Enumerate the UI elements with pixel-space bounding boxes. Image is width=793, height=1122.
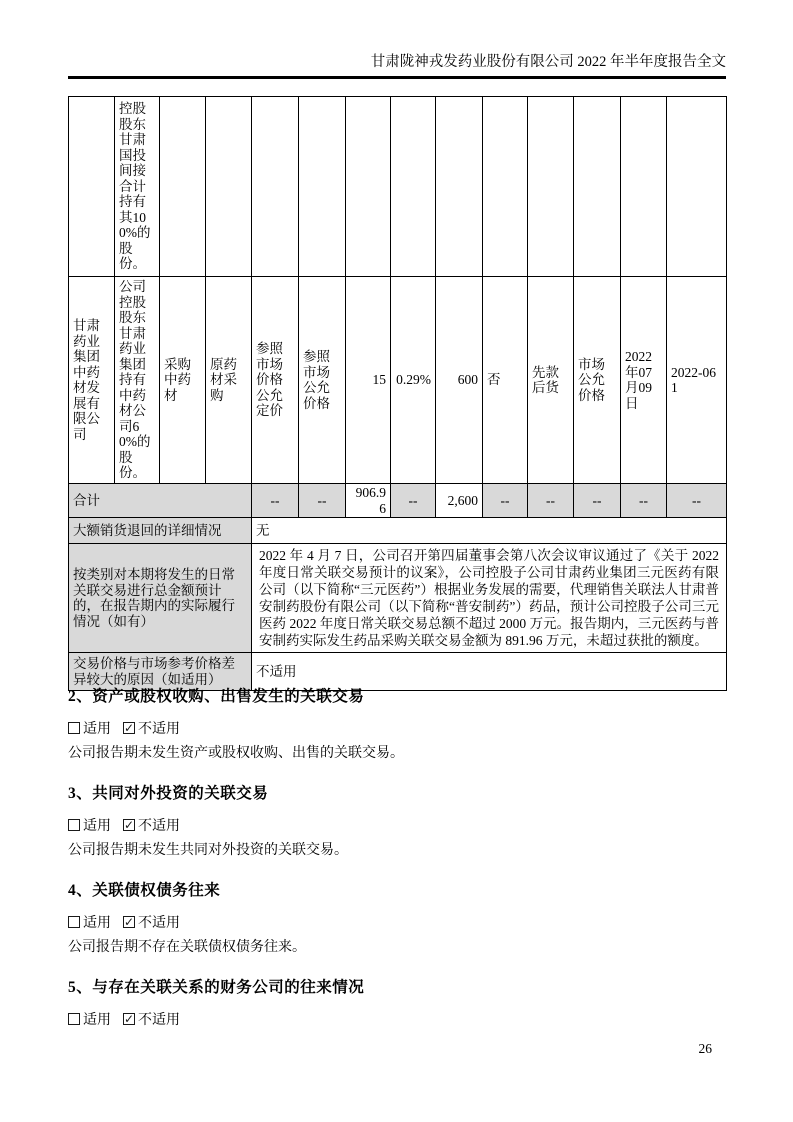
total-label: 合计 bbox=[69, 484, 252, 518]
applicable-label: 适用 bbox=[83, 1013, 111, 1028]
section-body: 公司报告期未发生资产或股权收购、出售的关联交易。 bbox=[68, 746, 404, 761]
table-row-sales-returns bbox=[69, 518, 727, 544]
cell-proportion bbox=[391, 97, 436, 277]
section-body: 公司报告期不存在关联债权债务往来。 bbox=[68, 940, 306, 955]
cell-relationship: 公司控股股东甘肃药业集团持有中药材公司60%的股份。 bbox=[115, 277, 160, 484]
applicability-line bbox=[68, 721, 726, 739]
not-applicable-option bbox=[123, 915, 180, 933]
detail-value: 不适用 bbox=[252, 653, 727, 691]
checkbox-unchecked-icon bbox=[68, 1013, 80, 1025]
total-exceeds-limit: -- bbox=[483, 484, 528, 518]
not-applicable-option bbox=[123, 721, 180, 739]
not-applicable-label: 不适用 bbox=[138, 722, 180, 737]
cell-market-price: 市场公允价格 bbox=[574, 277, 621, 484]
not-applicable-label: 不适用 bbox=[138, 819, 180, 834]
report-header-title: 甘肃陇神戎发药业股份有限公司 2022 年半年度报告全文 bbox=[68, 52, 726, 79]
section-heading: 2、资产或股权收购、出售发生的关联交易 bbox=[68, 688, 365, 705]
cell-transaction-amount: 15 bbox=[346, 277, 391, 484]
cell-disclosure-date: 2022年07月09日 bbox=[621, 277, 667, 484]
checkbox-unchecked-icon bbox=[68, 819, 80, 831]
cell-disclosure-date bbox=[621, 97, 667, 277]
cell-transaction-content bbox=[206, 97, 252, 277]
total-proportion: -- bbox=[391, 484, 436, 518]
checkbox-checked-icon bbox=[123, 1013, 135, 1025]
cell-transaction-type: 采购中药材 bbox=[160, 277, 206, 484]
total-pricing-principle: -- bbox=[252, 484, 299, 518]
applicability-line bbox=[68, 818, 726, 836]
total-approved-limit: 2,600 bbox=[436, 484, 483, 518]
not-applicable-label: 不适用 bbox=[138, 1013, 180, 1028]
applicability-line bbox=[68, 915, 726, 933]
cell-exceeds-limit: 否 bbox=[483, 277, 528, 484]
section-joint-investment bbox=[68, 783, 726, 860]
cell-approved-limit: 600 bbox=[436, 277, 483, 484]
section-heading: 4、关联债权债务往来 bbox=[68, 882, 221, 899]
table-row-price-difference-reason bbox=[69, 653, 727, 691]
checkbox-unchecked-icon bbox=[68, 916, 80, 928]
cell-related-party bbox=[69, 97, 115, 277]
cell-transaction-content: 原药材采购 bbox=[206, 277, 252, 484]
section-heading: 3、共同对外投资的关联交易 bbox=[68, 785, 269, 802]
cell-approved-limit bbox=[436, 97, 483, 277]
cell-disclosure-index: 2022-061 bbox=[667, 277, 727, 484]
detail-label: 大额销货退回的详细情况 bbox=[69, 518, 252, 544]
not-applicable-label: 不适用 bbox=[138, 916, 180, 931]
total-transaction-amount: 906.96 bbox=[346, 484, 391, 518]
applicable-label: 适用 bbox=[83, 722, 111, 737]
cell-pricing-principle: 参照市场价格公允定价 bbox=[252, 277, 299, 484]
checkbox-unchecked-icon bbox=[68, 722, 80, 734]
table-row-total bbox=[69, 484, 727, 518]
section-asset-equity-transactions bbox=[68, 686, 726, 763]
cell-settlement-method: 先款后货 bbox=[528, 277, 574, 484]
total-settlement-method: -- bbox=[528, 484, 574, 518]
applicable-option bbox=[68, 915, 111, 933]
cell-market-price bbox=[574, 97, 621, 277]
applicable-label: 适用 bbox=[83, 819, 111, 834]
total-disclosure-date: -- bbox=[621, 484, 667, 518]
total-market-price: -- bbox=[574, 484, 621, 518]
applicable-option bbox=[68, 721, 111, 739]
section-heading: 5、与存在关联关系的财务公司的往来情况 bbox=[68, 979, 365, 996]
section-creditor-debtor bbox=[68, 880, 726, 957]
total-disclosure-index: -- bbox=[667, 484, 727, 518]
cell-related-party: 甘肃药业集团中药材发展有限公司 bbox=[69, 277, 115, 484]
applicable-label: 适用 bbox=[83, 916, 111, 931]
report-sections bbox=[68, 686, 726, 1050]
checkbox-checked-icon bbox=[123, 916, 135, 928]
applicable-option bbox=[68, 818, 111, 836]
page-number: 26 bbox=[698, 1041, 712, 1056]
cell-pricing-principle bbox=[252, 97, 299, 277]
total-transaction-price: -- bbox=[299, 484, 346, 518]
cell-transaction-price bbox=[299, 97, 346, 277]
related-party-transactions-table bbox=[68, 96, 727, 691]
cell-transaction-type bbox=[160, 97, 206, 277]
table-row-estimate-performance bbox=[69, 544, 727, 653]
cell-transaction-price: 参照市场公允价格 bbox=[299, 277, 346, 484]
cell-relationship: 控股股东甘肃国投间接合计持有其100%的股份。 bbox=[115, 97, 160, 277]
cell-disclosure-index bbox=[667, 97, 727, 277]
table-row-data bbox=[69, 277, 727, 484]
not-applicable-option bbox=[123, 1012, 180, 1030]
applicability-line bbox=[68, 1012, 726, 1030]
detail-label: 交易价格与市场参考价格差异较大的原因（如适用） bbox=[69, 653, 252, 691]
detail-label: 按类别对本期将发生的日常关联交易进行总金额预计的，在报告期内的实际履行情况（如有） bbox=[69, 544, 252, 653]
section-finance-company-dealings bbox=[68, 977, 726, 1030]
cell-exceeds-limit bbox=[483, 97, 528, 277]
section-body: 公司报告期未发生共同对外投资的关联交易。 bbox=[68, 843, 348, 858]
cell-transaction-amount bbox=[346, 97, 391, 277]
not-applicable-option bbox=[123, 818, 180, 836]
detail-value: 无 bbox=[252, 518, 727, 544]
cell-proportion: 0.29% bbox=[391, 277, 436, 484]
table-row-carryover bbox=[69, 97, 727, 277]
cell-settlement-method bbox=[528, 97, 574, 277]
checkbox-checked-icon bbox=[123, 722, 135, 734]
checkbox-checked-icon bbox=[123, 819, 135, 831]
applicable-option bbox=[68, 1012, 111, 1030]
detail-value: 2022 年 4 月 7 日，公司召开第四届董事会第八次会议审议通过了《关于 2022 年度日常关联交易预计的议案》，公司控股子公司甘肃药业集团三元医药有限公司（以下简称“三元医药”）根据业务发展的需要，代理销售关联法人甘肃普安制药股份有限公司（以下简称“普安制药”）药品，预计公司控股子公司三元医药 2022 年度日常关联交易总额不超过 2000 万元。报告期内，三元医药与普安制药实际发生药品采购关联交易金额为 891.96 万元，未超过获批的额度。 bbox=[252, 544, 727, 653]
